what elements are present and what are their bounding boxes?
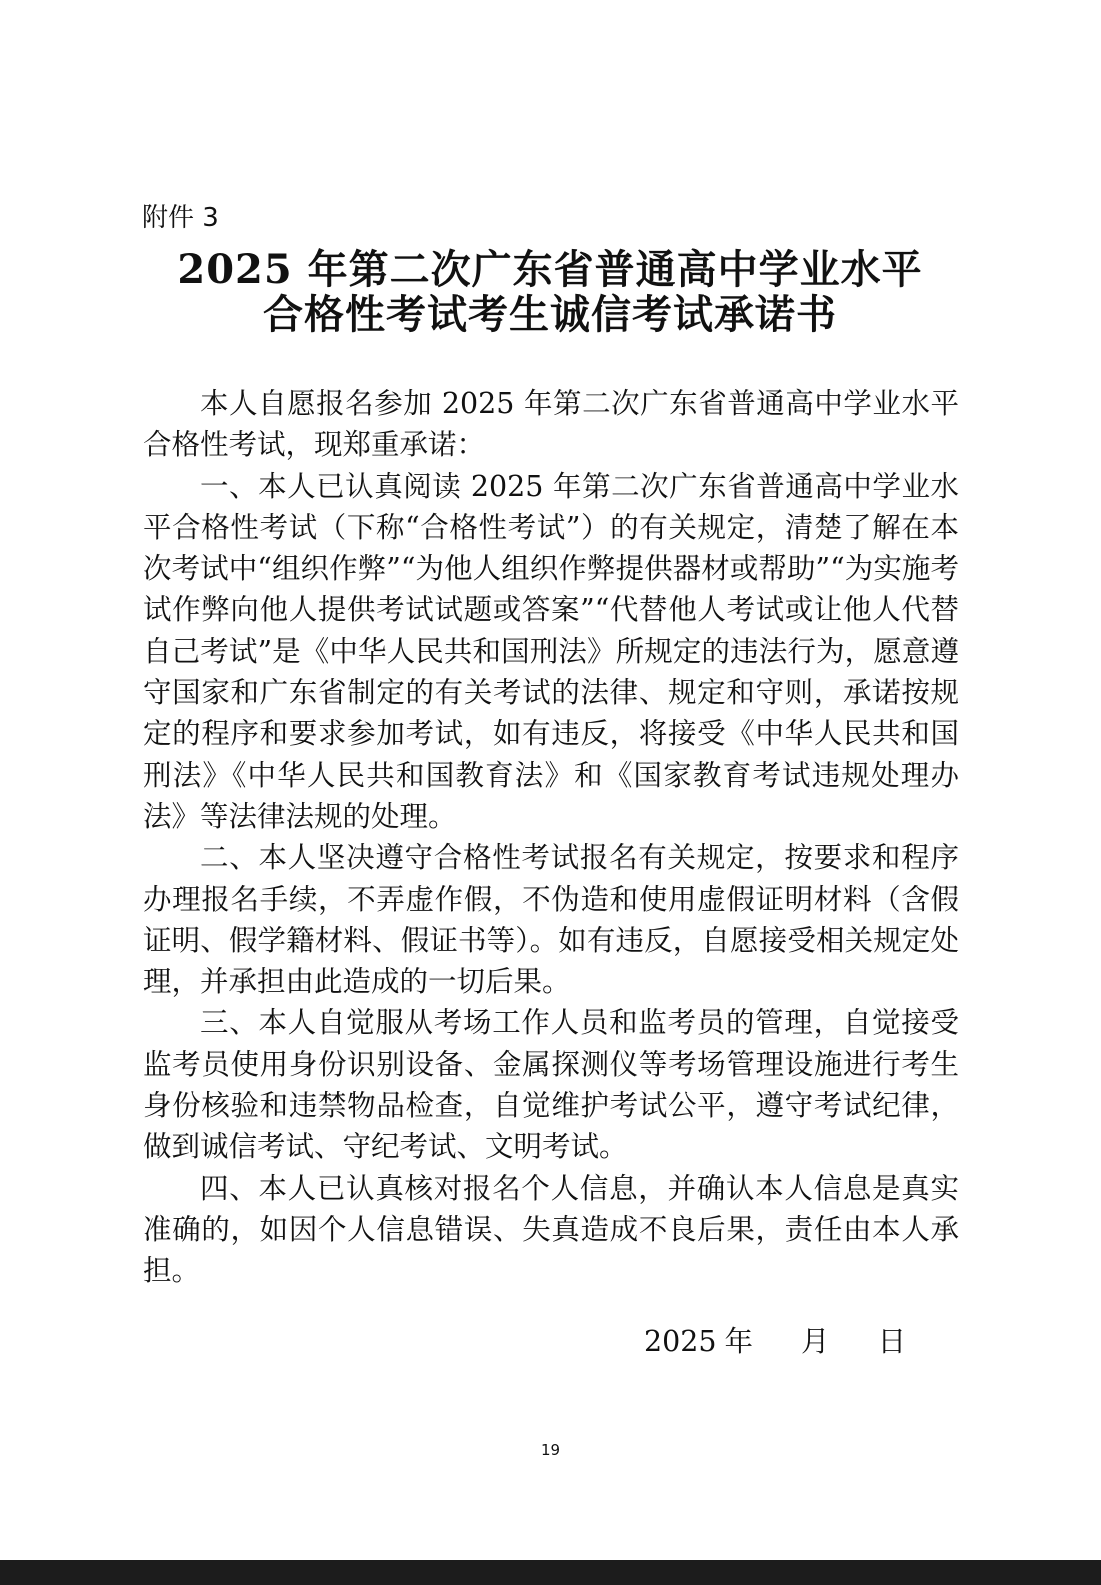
paragraph-clause-1: 一、本人已认真阅读 2025 年第二次广东省普通高中学业水平合格性考试（下称“合格性考试”）的有关规定，清楚了解在本次考试中“组织作弊”“为他人组织作弊提供器材或帮助”“为实施考试作弊向他人提供考试试题或答案”“代替他人考试或让他人代替自己考试”是《中华人民共和国刑法》所规定的违法行为，愿意遵守国家和广东省制定的有关考试的法律、规定和守则，承诺按规定的程序和要求参加考试，如有违反，将接受《中华人民共和国刑法》《中华人民共和国教育法》和《国家教育考试违规处理办法》等法律法规的处理。 — [143, 469, 959, 833]
page-number: 19 — [540, 1441, 561, 1459]
paragraph-intro: 本人自愿报名参加 2025 年第二次广东省普通高中学业水平合格性考试，现郑重承诺： — [143, 387, 959, 462]
paragraph-clause-3: 三、本人自觉服从考场工作人员和监考员的管理，自觉接受监考员使用身份识别设备、金属探测仪等考场管理设施进行考生身份核验和违禁物品检查，自觉维护考试公平，遵守考试纪律，做到诚信考试、守纪考试、文明考试。 — [143, 1006, 959, 1164]
viewer-bottom-bar — [0, 1560, 1101, 1585]
date-year: 2025 — [644, 1325, 717, 1358]
attachment-label: 附件 3 — [142, 203, 219, 233]
date-month-char: 月 — [801, 1325, 830, 1358]
paragraph-clause-4: 四、本人已认真核对报名个人信息，并确认本人信息是真实准确的，如因个人信息错误、失真造成不良后果，责任由本人承担。 — [143, 1171, 959, 1288]
date-year-char: 年 — [724, 1325, 754, 1358]
paragraph-clause-2: 二、本人坚决遵守合格性考试报名有关规定，按要求和程序办理报名手续，不弄虚作假，不伪造和使用虚假证明材料（含假证明、假学籍材料、假证书等）。如有违反，自愿接受相关规定处理，并承担由此造成的一切后果。 — [143, 841, 959, 999]
document-title-line-2: 合格性考试考生诚信考试承诺书 — [263, 291, 837, 338]
document-body — [143, 383, 959, 1292]
date-day-char: 日 — [877, 1325, 907, 1358]
document-title-line-1: 2025 年第二次广东省普通高中学业水平 — [177, 246, 923, 293]
signature-date — [644, 1321, 906, 1362]
